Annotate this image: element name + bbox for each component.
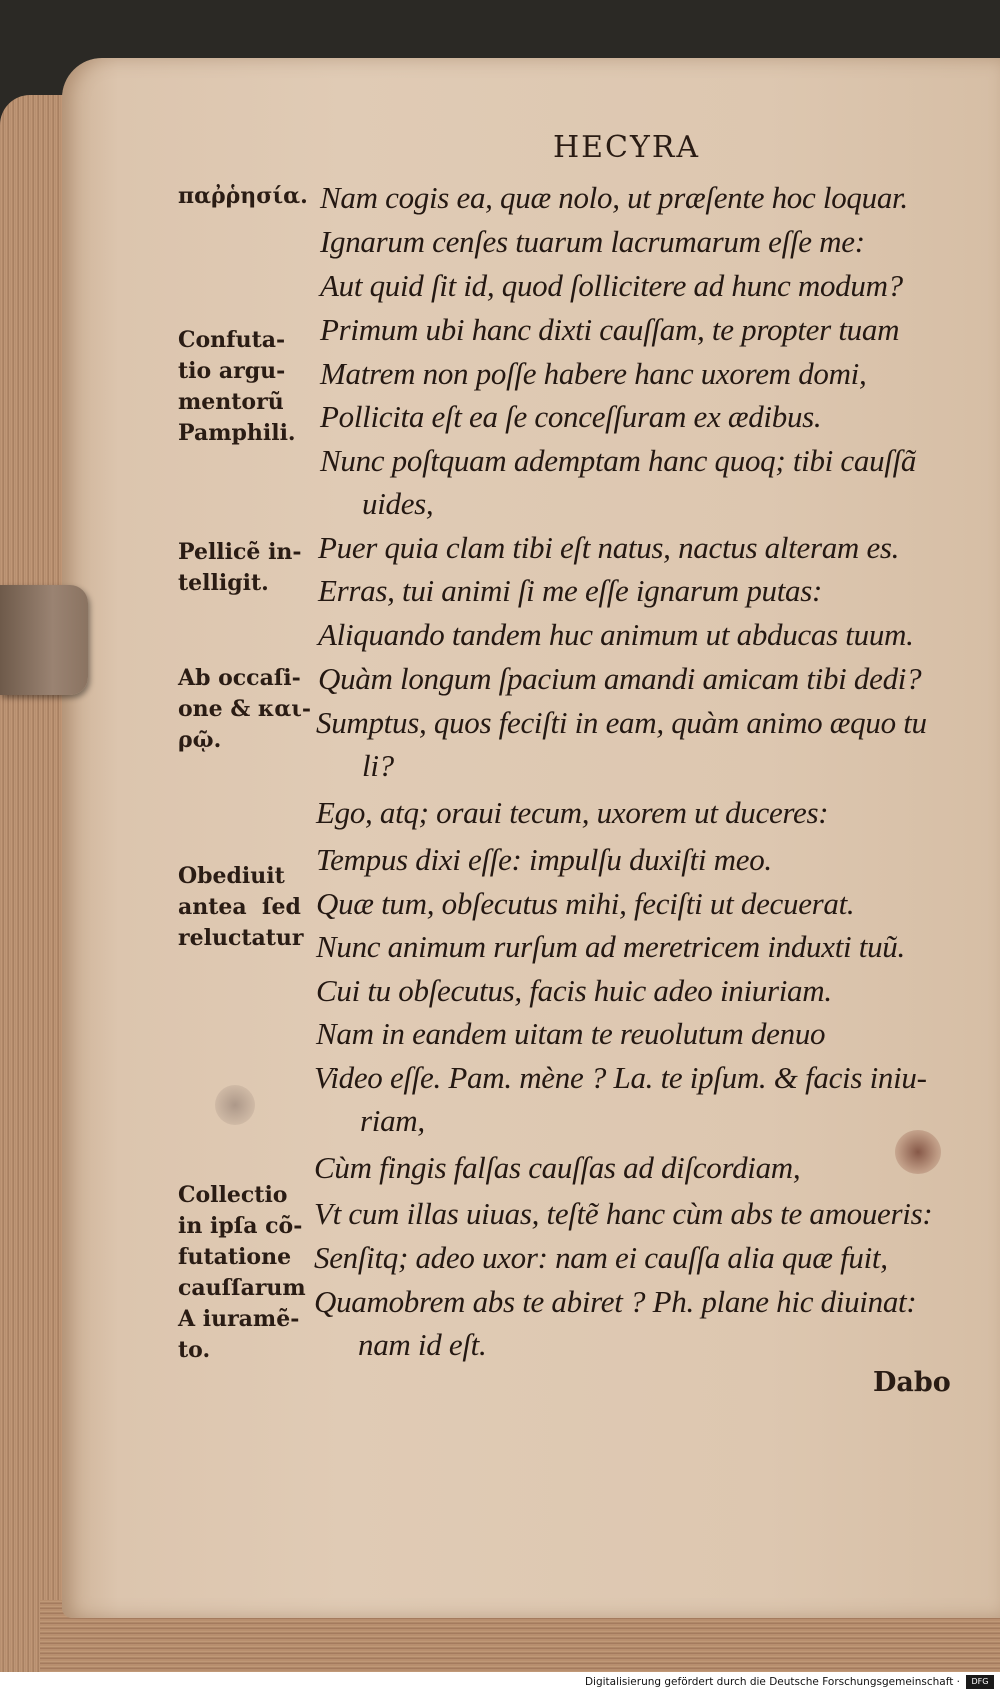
verse-line: Cui tu obſecutus, facis huic adeo iniuriam.: [316, 973, 832, 1008]
verse-line: Aliquando tandem huc animum ut abducas tuum.: [318, 617, 914, 652]
verse-line: Nam in eandem uitam te reuolutum denuo: [316, 1016, 826, 1051]
verse-line: Matrem non poſſe habere hanc uxorem domi,: [320, 356, 867, 391]
verse-line: riam,: [360, 1103, 425, 1138]
verse-line: Ignarum cenſes tuarum lacrumarum eſſe me:: [320, 224, 865, 259]
verse-line: Primum ubi hanc dixti cauſſam, te propter tuam: [320, 312, 900, 347]
verse-line: Nam cogis ea, quæ nolo, ut præſente hoc loquar.: [320, 180, 908, 215]
clasp-tab: [0, 585, 88, 695]
verse-line: uides,: [362, 486, 434, 521]
footer-credit: Digitalisierung gefördert durch die Deutsche Forschungsgemeinschaft ·: [584, 1676, 960, 1688]
paper-stain: [215, 1085, 255, 1125]
verse-line: Senſitq; adeo uxor: nam ei cauſſa alia quæ fuit,: [314, 1240, 888, 1275]
verse-line: Erras, tui animi ſi me eſſe ignarum putas:: [318, 573, 823, 608]
verse-line: nam id eſt.: [358, 1327, 487, 1362]
verse-line: Tempus dixi eſſe: impulſu duxiſti meo.: [316, 842, 772, 877]
ink-stain: [895, 1130, 941, 1174]
margin-note: Ab occaſi- one & και- ρῷ.: [178, 665, 312, 753]
margin-note: Obediuit antea ſed reluctatur: [178, 863, 304, 951]
verse-line: Cùm fingis falſas cauſſas ad diſcordiam,: [314, 1150, 801, 1185]
margin-note: Pellicẽ in- telligit.: [178, 539, 302, 596]
verse-line: Quamobrem abs te abiret ? Ph. plane hic diuinat:: [314, 1284, 917, 1319]
verse-line: Pollicita eſt ea ſe conceſſuram ex ædibus.: [320, 399, 822, 434]
verse-line: Puer quia clam tibi eſt natus, nactus alteram es.: [318, 530, 900, 565]
verse-line: Ego, atq; oraui tecum, uxorem ut duceres:: [316, 795, 829, 830]
verse-line: Quàm longum ſpacium amandi amicam tibi dedi?: [318, 661, 922, 696]
margin-note: Collectio in ipſa cõ- futatione cauſſarum A iuramẽ- to.: [178, 1182, 306, 1363]
running-head: HECYRA: [553, 130, 701, 165]
margin-note: Confuta- tio argu- mentorũ Pamphili.: [178, 327, 296, 446]
footer-bar: [0, 1672, 1000, 1693]
dfg-logo: DFG: [966, 1675, 994, 1689]
verse-line: Nunc animum rurſum ad meretricem induxti tuũ.: [316, 929, 905, 964]
verse-line: Video eſſe. Pam. mène ? La. te ipſum. & facis iniu-: [314, 1060, 927, 1095]
catchword: Dabo: [873, 1367, 951, 1398]
verse-line: Sumptus, quos feciſti in eam, quàm animo æquo tu: [316, 705, 927, 740]
margin-note: παῤῥησία.: [178, 183, 308, 209]
verse-line: Aut quid ſit id, quod ſollicitere ad hunc modum?: [320, 268, 903, 303]
verse-line: li?: [362, 748, 394, 783]
verse-line: Nunc poſtquam ademptam hanc quoq; tibi cauſſã: [320, 443, 917, 478]
verse-line: Vt cum illas uiuas, teſtẽ hanc cùm abs te amoueris:: [314, 1196, 933, 1231]
verse-line: Quæ tum, obſecutus mihi, feciſti ut decuerat.: [316, 886, 855, 921]
